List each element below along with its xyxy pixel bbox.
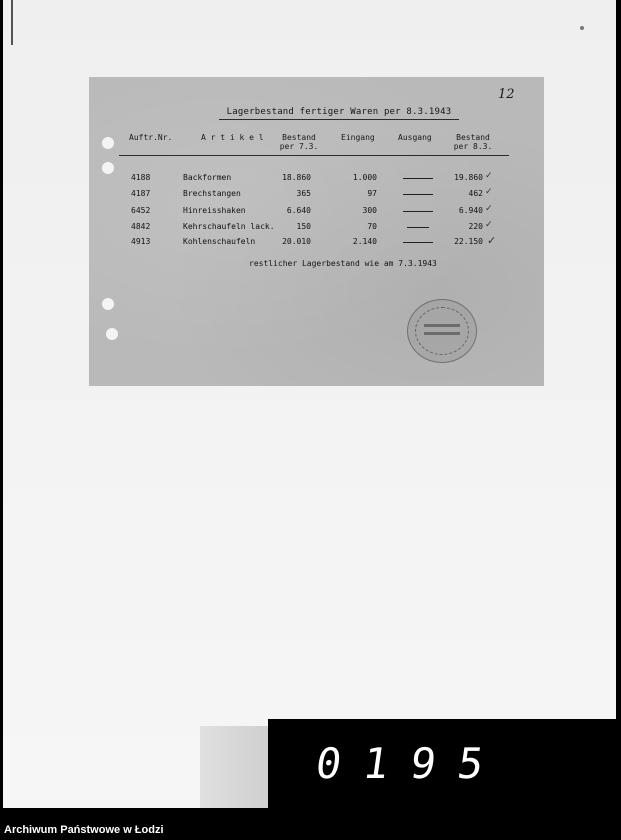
punch-hole — [102, 298, 114, 310]
check-mark: ✓ — [485, 171, 493, 181]
cell-stock-old: 150 — [296, 222, 311, 231]
header-stock-old — [271, 133, 327, 151]
outgoing-dash — [403, 242, 433, 243]
outgoing-dash — [403, 211, 433, 212]
page-sheet — [3, 0, 616, 808]
cell-order-no: 4913 — [131, 237, 151, 246]
check-mark: ✓ — [485, 204, 493, 214]
cell-stock-new: 220 — [468, 222, 483, 231]
table-row — [89, 234, 544, 249]
cell-article: Kohlenschaufeln — [183, 237, 256, 246]
cell-order-no: 4842 — [131, 222, 151, 231]
cell-article: Kehrschaufeln lack. — [183, 222, 275, 231]
header-outgoing: Ausgang — [398, 133, 432, 142]
stamp-text-bar — [424, 332, 460, 335]
outgoing-dash — [403, 194, 433, 195]
footer-note: restlicher Lagerbestand wie am 7.3.1943 — [249, 259, 437, 268]
table-row — [89, 173, 544, 185]
outgoing-dash — [403, 178, 433, 179]
cell-stock-old: 18.860 — [282, 173, 311, 182]
check-mark: ✓ — [485, 187, 493, 197]
cell-article: Brechstangen — [183, 189, 241, 198]
cell-incoming: 97 — [367, 189, 377, 198]
punch-hole — [106, 328, 118, 340]
cell-stock-new: 22.150 — [454, 237, 483, 246]
cell-stock-new: 462 — [468, 189, 483, 198]
archive-label: Archiwum Państwowe w Łodzi — [4, 824, 164, 836]
archive-stamp — [407, 299, 477, 363]
cell-stock-new: 19.860 — [454, 173, 483, 182]
cell-article: Backformen — [183, 173, 232, 182]
page-edge-mark — [11, 0, 13, 45]
stamp-text-bar — [424, 324, 460, 327]
cell-stock-old: 20.010 — [282, 237, 311, 246]
table-row — [89, 222, 544, 234]
header-stock-new — [445, 133, 501, 151]
cell-incoming: 300 — [362, 206, 377, 215]
header-incoming: Eingang — [341, 133, 375, 142]
header-order-no: Auftr.Nr. — [129, 133, 173, 142]
header-stock-old-line1: Bestand — [282, 133, 316, 142]
handwritten-mark: 12 — [498, 87, 515, 102]
cell-stock-old: 365 — [296, 189, 311, 198]
table-row — [89, 189, 544, 201]
stamp-ring — [415, 307, 469, 355]
cell-article: Hinreisshaken — [183, 206, 246, 215]
check-mark: ✓ — [487, 234, 497, 247]
cell-stock-old: 6.640 — [286, 206, 311, 215]
archive-bar — [0, 808, 621, 840]
cell-order-no: 4188 — [131, 173, 151, 182]
counter-shadow — [200, 726, 270, 808]
cell-stock-new: 6.940 — [458, 206, 483, 215]
inventory-card — [89, 77, 544, 386]
header-stock-new-line2: per 8.3. — [453, 142, 493, 151]
card-title: Lagerbestand fertiger Waren per 8.3.1943 — [226, 107, 452, 117]
frame-number: 0195 — [312, 739, 509, 788]
check-mark: ✓ — [485, 220, 493, 230]
punch-hole — [102, 137, 114, 149]
corner-mark — [580, 26, 584, 30]
header-underline — [119, 155, 509, 156]
table-row — [89, 206, 544, 218]
header-article: A r t i k e l — [201, 133, 264, 142]
title-underline — [219, 119, 459, 120]
frame-counter-panel — [268, 719, 621, 808]
cell-order-no: 6452 — [131, 206, 151, 215]
header-stock-old-line2: per 7.3. — [279, 142, 319, 151]
cell-incoming: 1.000 — [352, 173, 377, 182]
header-stock-new-line1: Bestand — [456, 133, 490, 142]
cell-order-no: 4187 — [131, 189, 151, 198]
outgoing-dash — [407, 227, 429, 228]
cell-incoming: 70 — [367, 222, 377, 231]
cell-incoming: 2.140 — [352, 237, 377, 246]
